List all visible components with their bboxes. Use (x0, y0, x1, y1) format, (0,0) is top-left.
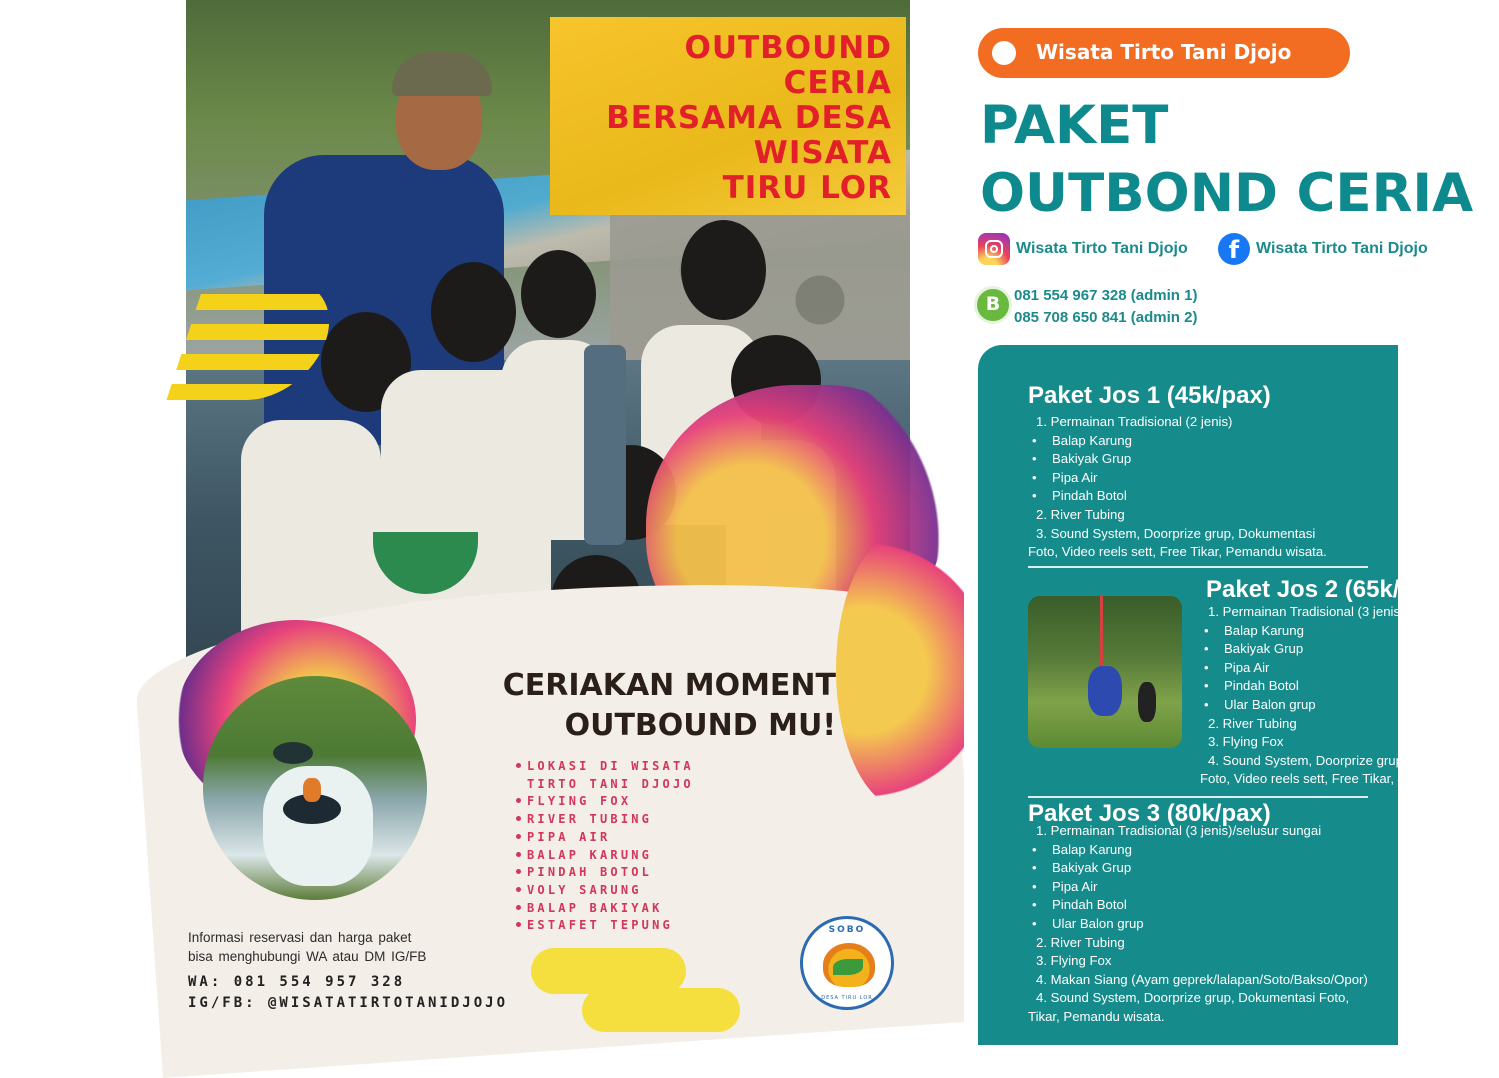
bullet-icon (516, 816, 521, 821)
tube-raft (273, 742, 313, 764)
reservation-info-line-1: Informasi reservasi dan harga paket (188, 930, 412, 945)
activity-item: FLYING FOX (516, 793, 694, 811)
sheet-title-line-2: OUTBOND CERIA (980, 163, 1474, 224)
paket-1-item: • Balap Karung (1028, 432, 1327, 451)
facebook-icon: f (1218, 233, 1250, 265)
paket-1-item: • Bakiyak Grup (1028, 450, 1327, 469)
paket-3-item: • Balap Karung (1028, 841, 1368, 860)
paket-2-item: • Bakiyak Grup (1200, 640, 1499, 659)
paket-2-item: • Pindah Botol (1200, 677, 1499, 696)
leaf-icon (833, 959, 863, 975)
sheet-title (980, 92, 1473, 228)
paket-2-item: Foto, Video reels sett, Free Tikar, Pemandu wisata. (1200, 771, 1499, 787)
paket-2-item: • Balap Karung (1200, 622, 1499, 641)
sobo-logo (800, 916, 894, 1010)
whatsapp-business-icon: B (974, 286, 1012, 324)
paket-3-item: 1. Permainan Tradisional (3 jenis)/selusur sungai (1036, 823, 1322, 838)
water-pipe-prop (584, 345, 626, 545)
paket-1-title: Paket Jos 1 (45k/pax) (1028, 382, 1271, 409)
bullet-icon (516, 834, 521, 839)
paket-3-item: 3. Flying Fox (1036, 953, 1112, 969)
activity-item: RIVER TUBING (516, 811, 694, 829)
sheet-title-line-1: PAKET (980, 95, 1169, 156)
whatsapp-number: WA: 081 554 957 328 (188, 974, 406, 990)
paket-2-item: • Pipa Air (1200, 659, 1499, 678)
headline-box (550, 17, 906, 215)
section-divider (1028, 796, 1368, 798)
brand-pill (978, 28, 1350, 78)
bullet-icon (516, 763, 521, 768)
paket-1-item: 1. Permainan Tradisional (2 jenis) (1036, 414, 1233, 429)
paket-3-item: Tikar, Pemandu wisata. (1028, 1008, 1165, 1024)
activity-item: ESTAFET TEPUNG (516, 917, 694, 935)
child-head (681, 220, 766, 320)
logo-top-text: SOBO (828, 925, 866, 935)
paket-3-item: 4. Sound System, Doorprize grup, Dokumentasi Foto, (1036, 990, 1349, 1006)
paket-1-item: 2. River Tubing (1036, 506, 1125, 522)
bullet-icon (516, 887, 521, 892)
paket-2-item: 3. Flying Fox (1208, 734, 1284, 750)
circle-icon (992, 41, 1016, 65)
poster-contacts (188, 972, 508, 1014)
paket-3-title: Paket Jos 3 (80k/pax) (1028, 800, 1271, 827)
paket-1-item: • Pindah Botol (1028, 487, 1327, 506)
section-divider (1028, 566, 1368, 568)
reservation-info (188, 928, 426, 966)
facebook-contact[interactable] (1218, 232, 1428, 266)
instagram-label: Wisata Tirto Tani Djojo (1016, 240, 1188, 257)
cta-line-1: CERIAKAN MOMENT (502, 668, 836, 703)
bystander (1138, 682, 1156, 722)
paket-1-list (1028, 413, 1327, 562)
reservation-info-line-2: bisa menghubungi WA atau DM IG/FB (188, 949, 427, 964)
brand-label: Wisata Tirto Tani Djojo (1036, 40, 1292, 64)
logo-bottom-text: DESA TIRU LOR (821, 995, 873, 1001)
paket-1-item: • Pipa Air (1028, 469, 1327, 488)
paket-3-item: 4. Makan Siang (Ayam geprek/lalapan/Soto/Bakso/Opor) (1036, 971, 1368, 987)
facebook-label: Wisata Tirto Tani Djojo (1256, 240, 1428, 257)
paket-3-item: • Pindah Botol (1028, 896, 1368, 915)
activity-item: TIRTO TANI DJOJO (527, 776, 694, 791)
paket-2-list (1200, 603, 1499, 789)
activity-item: PIPA AIR (516, 829, 694, 847)
activity-list (516, 758, 694, 935)
phone-admin-2[interactable]: 085 708 650 841 (admin 2) (1014, 309, 1198, 326)
poster-headline: OUTBOUND CERIA BERSAMA DESA WISATA TIRU LOR (606, 30, 892, 206)
bullet-icon (516, 852, 521, 857)
phone-admin-1[interactable]: 081 554 967 328 (admin 1) (1014, 287, 1198, 304)
paket-2-title: Paket Jos 2 (65k/pax) (1206, 576, 1449, 603)
bullet-icon (516, 869, 521, 874)
activity-item: VOLY SARUNG (516, 882, 694, 900)
child-head (521, 250, 596, 338)
bullet-icon (516, 922, 521, 927)
phone-numbers (1014, 285, 1197, 329)
tube-rider (303, 778, 321, 802)
flying-fox-photo (1028, 596, 1182, 748)
paket-2-item: 4. Sound System, Doorprize grup, Dokumentasi (1208, 752, 1488, 768)
paket-2-item: • Ular Balon grup (1200, 696, 1499, 715)
guide-hat (392, 52, 492, 96)
paket-3-item: • Ular Balon grup (1028, 915, 1368, 934)
paket-3-item: • Bakiyak Grup (1028, 859, 1368, 878)
instagram-icon (978, 233, 1010, 265)
paket-1-item: Foto, Video reels sett, Free Tikar, Pemandu wisata. (1028, 544, 1327, 560)
outbound-poster (186, 0, 910, 1024)
paket-3-item: • Pipa Air (1028, 878, 1368, 897)
bullet-icon (516, 798, 521, 803)
yellow-pill-decoration (582, 988, 740, 1032)
paket-3-item: 2. River Tubing (1036, 934, 1125, 950)
cta-heading (502, 666, 836, 746)
bullet-icon (516, 905, 521, 910)
cta-line-2: OUTBOUND MU! (564, 708, 836, 743)
activity-item: BALAP KARUNG (516, 847, 694, 865)
gradient-blob-decoration (836, 530, 976, 810)
activity-item: LOKASI DI WISATA (516, 758, 694, 776)
instagram-contact[interactable] (978, 232, 1188, 266)
paket-1-item: 3. Sound System, Doorprize grup, Dokumentasi (1036, 525, 1316, 541)
paket-3-list (1028, 822, 1368, 1027)
activity-item: BALAP BAKIYAK (516, 900, 694, 918)
paket-2-item: 2. River Tubing (1208, 715, 1297, 731)
child-head (431, 262, 516, 362)
social-handle: IG/FB: @WISATATIRTOTANIDJOJO (188, 995, 509, 1011)
paket-sheet (964, 0, 1499, 1024)
paket-2-item: 1. Permainan Tradisional (3 jenis) (1208, 604, 1405, 619)
activity-item: PINDAH BOTOL (516, 864, 694, 882)
river-tubing-photo (203, 676, 427, 900)
zipline-rider (1088, 666, 1122, 716)
